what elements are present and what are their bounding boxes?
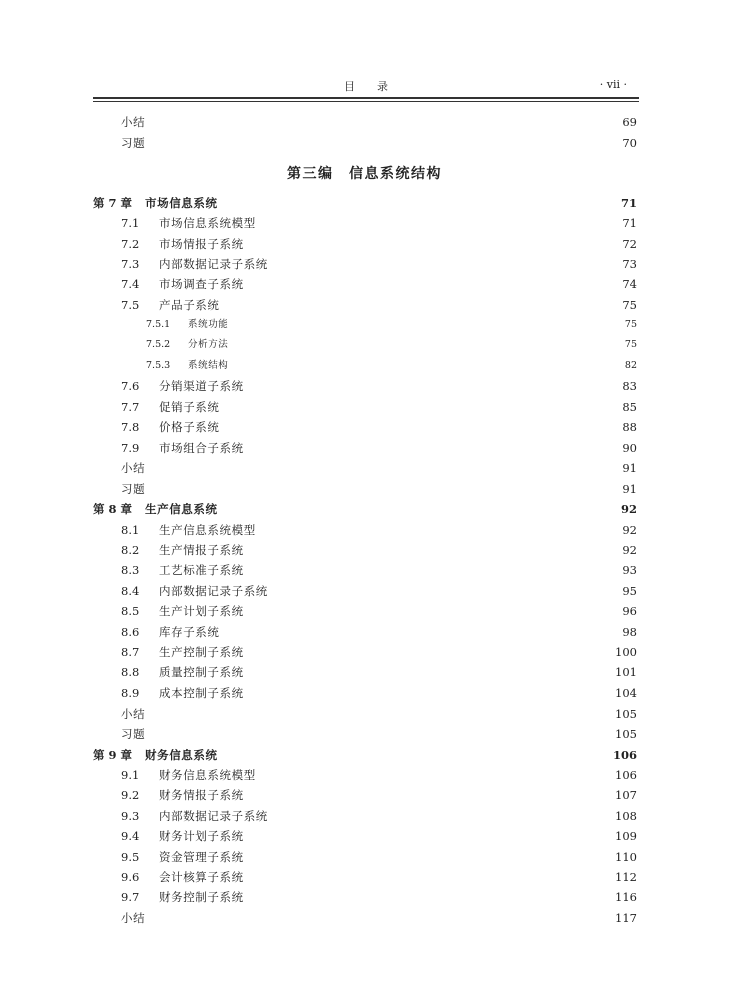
toc-entry-title: 财务计划子系统 [159,829,244,843]
toc-entry-page: 105 [615,727,637,741]
toc-entry [146,335,637,355]
dot-leader [252,826,609,846]
toc-entry-number: 8.9 [121,686,140,700]
toc-entry [121,438,637,458]
dot-leader [252,642,609,662]
toc-entry [121,479,637,499]
toc-entry-title: 小结 [121,707,146,721]
dot-leader [153,112,616,132]
toc-entry-page: 116 [615,890,637,904]
toc-entry-title: 成本控制子系统 [159,686,244,700]
dot-leader [252,683,609,703]
toc-entry-number: 8.4 [121,584,140,598]
toc-entry-number: 8.7 [121,645,140,659]
toc-entry-page: 92 [622,523,637,537]
toc-entry [121,806,637,826]
toc-entry [121,112,637,132]
toc-entry [121,213,637,233]
toc-entry [121,417,637,437]
toc-entry-number: 8.3 [121,563,140,577]
dot-leader [276,806,609,826]
dot-leader [264,520,617,540]
toc-entry [121,724,637,744]
toc-entry-title: 价格子系统 [159,420,220,434]
toc-entry-number: 第 7 章 [93,196,133,210]
toc-entry-number: 7.5.2 [146,339,171,350]
toc-entry-page: 69 [622,115,637,129]
toc-entry-title: 生产信息系统模型 [159,523,256,537]
toc-entry-title: 财务控制子系统 [159,890,244,904]
toc-entry [121,540,637,560]
toc-entry [121,826,637,846]
toc-entry-title: 市场信息系统模型 [159,216,256,230]
toc-entry-page: 101 [615,665,637,679]
toc-entry-page: 112 [615,870,637,884]
dot-leader [252,662,609,682]
dot-leader [252,540,617,560]
toc-entry-title: 财务信息系统 [145,748,218,762]
dot-leader [153,133,616,153]
toc-entry-title: 习题 [121,727,146,741]
dot-leader [252,234,617,254]
toc-entry [121,520,637,540]
toc-entry-page: 98 [622,625,637,639]
toc-entry [121,397,637,417]
toc-entry-number: 7.1 [121,216,140,230]
header-title: 目录 [344,80,410,93]
toc-entry-number: 第 9 章 [93,748,133,762]
toc-entry-title: 市场情报子系统 [159,237,244,251]
toc-entry [93,193,637,213]
dot-leader [252,887,609,907]
toc-entry-number: 9.6 [121,870,140,884]
dot-leader [252,274,617,294]
toc-entry-title: 产品子系统 [159,298,220,312]
toc-entry [121,622,637,642]
toc-entry-page: 85 [622,400,637,414]
toc-entry [121,908,637,928]
page-header [93,78,639,98]
toc-entry-page: 95 [622,584,637,598]
dot-leader [153,704,609,724]
dot-leader [252,847,609,867]
toc-entry-number: 9.1 [121,768,140,782]
toc-entry [121,234,637,254]
dot-leader [252,601,617,621]
dot-leader [226,193,615,213]
toc-entry-title: 库存子系统 [159,625,220,639]
toc-entry-title: 习题 [121,136,146,150]
toc-entry-page: 117 [615,911,637,925]
toc-entry-number: 第 8 章 [93,502,133,516]
toc-entry-number: 7.5 [121,298,140,312]
dot-leader [228,295,617,315]
toc-entry-number: 7.6 [121,379,140,393]
toc-entry [121,458,637,478]
toc-entry-number: 7.5.3 [146,360,171,371]
toc-entry [121,683,637,703]
toc-entry-page: 71 [620,196,637,210]
toc-entry [121,133,637,153]
dot-leader [276,254,616,274]
toc-entry-title: 分析方法 [188,339,229,350]
toc-entry-number: 7.8 [121,420,140,434]
dot-leader [252,785,609,805]
toc-entry-page: 106 [615,768,637,782]
toc-entry-page: 108 [615,809,637,823]
toc-entry-page: 75 [622,298,637,312]
dot-leader [236,356,617,376]
toc-entry-page: 93 [622,563,637,577]
dot-leader [252,867,609,887]
toc-entry-number: 7.7 [121,400,140,414]
toc-entry-title: 习题 [121,482,146,496]
toc-entry-page: 91 [622,482,637,496]
header-rule-thin [93,101,639,102]
toc-entry [121,785,637,805]
toc-entry-title: 生产控制子系统 [159,645,244,659]
toc-entry [121,581,637,601]
toc-entry-title: 小结 [121,461,146,475]
toc-entry-title: 小结 [121,115,146,129]
dot-leader [236,315,617,335]
header-page-number: · vii · [599,78,627,91]
toc-entry-title: 资金管理子系统 [159,850,244,864]
dot-leader [153,458,616,478]
dot-leader [228,397,617,417]
toc-entry-page: 70 [622,136,637,150]
dot-leader [153,908,609,928]
toc-entry-page: 83 [622,379,637,393]
part-title: 第三编 信息系统结构 [287,166,442,182]
toc-entry-page: 90 [622,441,637,455]
toc-entry-title: 促销子系统 [159,400,220,414]
toc-entry-title: 生产情报子系统 [159,543,244,557]
toc-entry-title: 市场组合子系统 [159,441,244,455]
toc-entry-number: 9.2 [121,788,140,802]
toc-entry-page: 107 [615,788,637,802]
toc-entry-title: 系统功能 [188,319,229,330]
toc-entry-number: 9.7 [121,890,140,904]
toc-entry-page: 71 [622,216,637,230]
toc-entry-page: 75 [624,319,637,330]
dot-leader [236,335,617,355]
dot-leader [228,622,617,642]
dot-leader [226,745,607,765]
toc-entry [146,356,637,376]
toc-entry-number: 7.2 [121,237,140,251]
toc-entry-number: 9.4 [121,829,140,843]
toc-entry-page: 74 [622,277,637,291]
toc-entry [121,642,637,662]
toc-entry-title: 生产信息系统 [145,502,218,516]
toc-entry-title: 内部数据记录子系统 [159,257,268,271]
toc-entry-page: 88 [622,420,637,434]
toc-entry [121,274,637,294]
toc-entry-title: 工艺标准子系统 [159,563,244,577]
toc-entry-title: 财务信息系统模型 [159,768,256,782]
dot-leader [276,581,616,601]
toc-entry-number: 8.6 [121,625,140,639]
dot-leader [252,560,617,580]
toc-entry [121,254,637,274]
toc-entry [121,847,637,867]
toc-entry [121,601,637,621]
toc-entry-number: 9.5 [121,850,140,864]
toc-entry-page: 92 [622,543,637,557]
toc-entry [93,745,637,765]
toc-entry-page: 73 [622,257,637,271]
toc-entry-title: 市场调查子系统 [159,277,244,291]
toc-entry-page: 106 [612,748,637,762]
dot-leader [226,499,615,519]
toc-entry-number: 8.5 [121,604,140,618]
toc-entry-page: 82 [624,360,637,371]
dot-leader [264,213,617,233]
toc-entry-page: 104 [615,686,637,700]
toc-entry-title: 财务情报子系统 [159,788,244,802]
toc-entry [93,499,637,519]
toc-entry-number: 8.8 [121,665,140,679]
toc-entry [121,867,637,887]
dot-leader [252,438,617,458]
dot-leader [153,479,616,499]
toc-entry-number: 7.4 [121,277,140,291]
toc-entry-number: 8.1 [121,523,140,537]
toc-entry-title: 市场信息系统 [145,196,218,210]
toc-entry [121,295,637,315]
toc-entry-page: 75 [624,339,637,350]
toc-entry [121,887,637,907]
toc-entry [121,560,637,580]
toc-entry-number: 9.3 [121,809,140,823]
dot-leader [228,417,617,437]
toc-entry [146,315,637,335]
toc-entry [121,376,637,396]
toc-entry-title: 系统结构 [188,360,229,371]
toc-entry-title: 生产计划子系统 [159,604,244,618]
toc-entry-page: 91 [622,461,637,475]
dot-leader [153,724,609,744]
toc-entry-page: 105 [615,707,637,721]
toc-entry-page: 72 [622,237,637,251]
dot-leader [264,765,609,785]
toc-entry [121,765,637,785]
toc-entry-title: 会计核算子系统 [159,870,244,884]
toc-entry [121,662,637,682]
toc-entry-title: 分销渠道子系统 [159,379,244,393]
dot-leader [252,376,617,396]
toc-entry-title: 质量控制子系统 [159,665,244,679]
toc-entry-number: 7.3 [121,257,140,271]
toc-entry-title: 小结 [121,911,146,925]
toc-entry-page: 96 [622,604,637,618]
header-rule-thick [93,97,639,99]
toc-entry-page: 100 [615,645,637,659]
toc-entry-number: 7.9 [121,441,140,455]
toc-entry-page: 110 [615,850,637,864]
toc-entry-page: 92 [620,502,637,516]
toc-entry-number: 8.2 [121,543,140,557]
toc-entry-title: 内部数据记录子系统 [159,809,268,823]
toc-entry [121,704,637,724]
toc-entry-page: 109 [615,829,637,843]
toc-entry-number: 7.5.1 [146,319,171,330]
toc-entry-title: 内部数据记录子系统 [159,584,268,598]
